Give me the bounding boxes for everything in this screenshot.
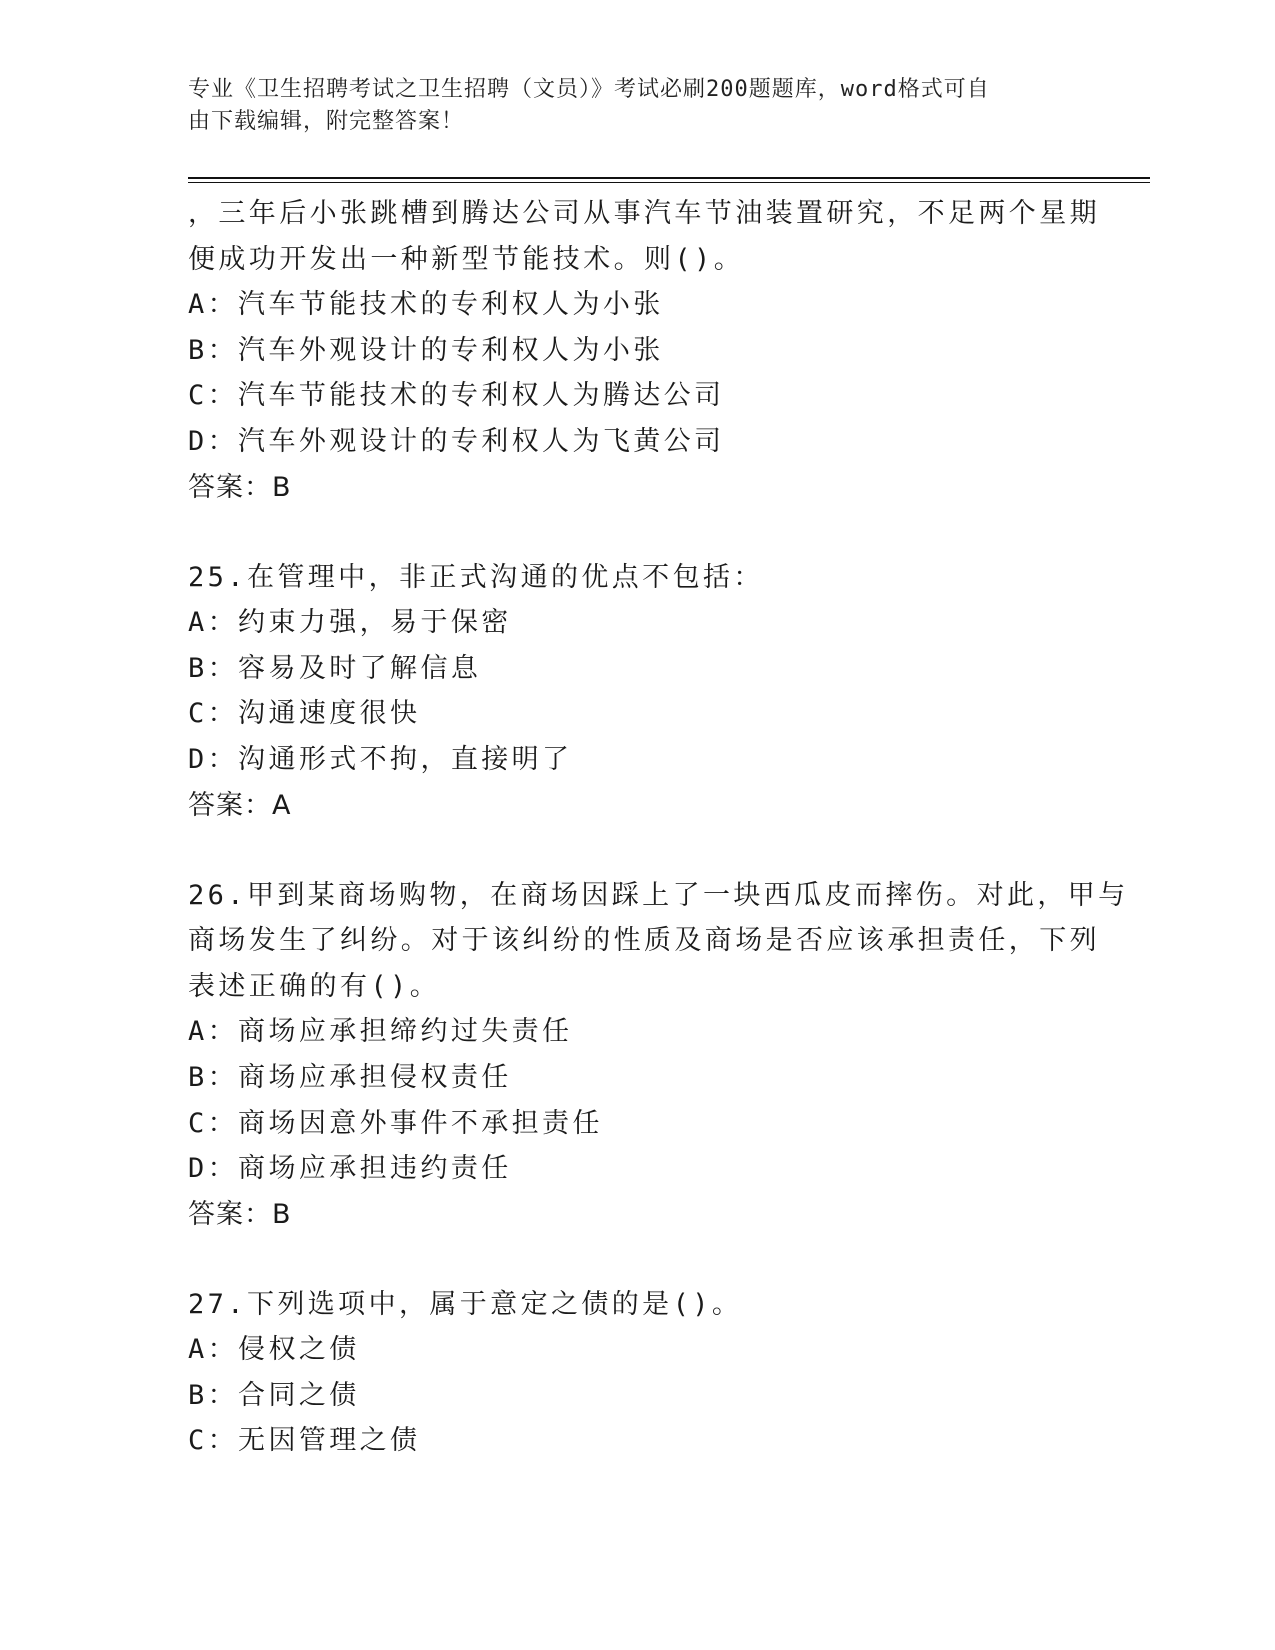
answer-line: 答案：B <box>188 471 292 503</box>
question-spacer <box>188 1238 1088 1282</box>
option-b: B：合同之债 <box>188 1379 360 1411</box>
option-c: C：沟通速度很快 <box>188 698 421 730</box>
option-c: C：汽车节能技术的专利权人为腾达公司 <box>188 380 725 412</box>
document-header <box>188 74 1068 138</box>
question-spacer <box>188 829 1088 873</box>
header-divider-thick <box>188 177 1150 179</box>
question-block <box>188 873 1129 1238</box>
question-block <box>188 1282 1088 1464</box>
question-spacer <box>188 511 1088 555</box>
option-b: B：容易及时了解信息 <box>188 652 482 684</box>
header-line-2: 由下载编辑，附完整答案！ <box>188 109 465 134</box>
header-divider-thin <box>188 182 1150 183</box>
option-d: D：沟通形式不拘，直接明了 <box>188 743 573 775</box>
question-list <box>188 191 1129 1464</box>
header-line-1: 专业《卫生招聘考试之卫生招聘（文员）》考试必刷200题题库，word格式可自 <box>188 77 990 102</box>
option-a: A：汽车节能技术的专利权人为小张 <box>188 289 664 321</box>
question-block <box>188 191 1100 511</box>
question-stem-line: ，三年后小张跳槽到腾达公司从事汽车节油装置研究，不足两个星期 <box>188 198 1100 229</box>
option-a: A：侵权之债 <box>188 1334 360 1366</box>
answer-line: 答案：B <box>188 1198 292 1230</box>
option-d: D：商场应承担违约责任 <box>188 1153 512 1185</box>
question-stem-line: 27.下列选项中，属于意定之债的是()。 <box>188 1288 743 1320</box>
question-stem-line: 便成功开发出一种新型节能技术。则()。 <box>188 243 745 275</box>
option-a: A：约束力强，易于保密 <box>188 607 512 639</box>
option-c: C：商场因意外事件不承担责任 <box>188 1107 603 1139</box>
question-stem-line: 26.甲到某商场购物，在商场因踩上了一块西瓜皮而摔伤。对此，甲与 <box>188 879 1129 911</box>
question-stem-line: 25.在管理中，非正式沟通的优点不包括： <box>188 561 764 593</box>
option-d: D：汽车外观设计的专利权人为飞黄公司 <box>188 425 725 457</box>
option-a: A：商场应承担缔约过失责任 <box>188 1016 573 1048</box>
question-stem-line: 表述正确的有()。 <box>188 970 441 1002</box>
question-stem-line: 商场发生了纠纷。对于该纠纷的性质及商场是否应该承担责任，下列 <box>188 925 1100 957</box>
option-c: C：无因管理之债 <box>188 1425 421 1457</box>
option-b: B：商场应承担侵权责任 <box>188 1061 512 1093</box>
answer-line: 答案：A <box>188 789 292 821</box>
question-block <box>188 555 1088 829</box>
option-b: B：汽车外观设计的专利权人为小张 <box>188 334 664 366</box>
